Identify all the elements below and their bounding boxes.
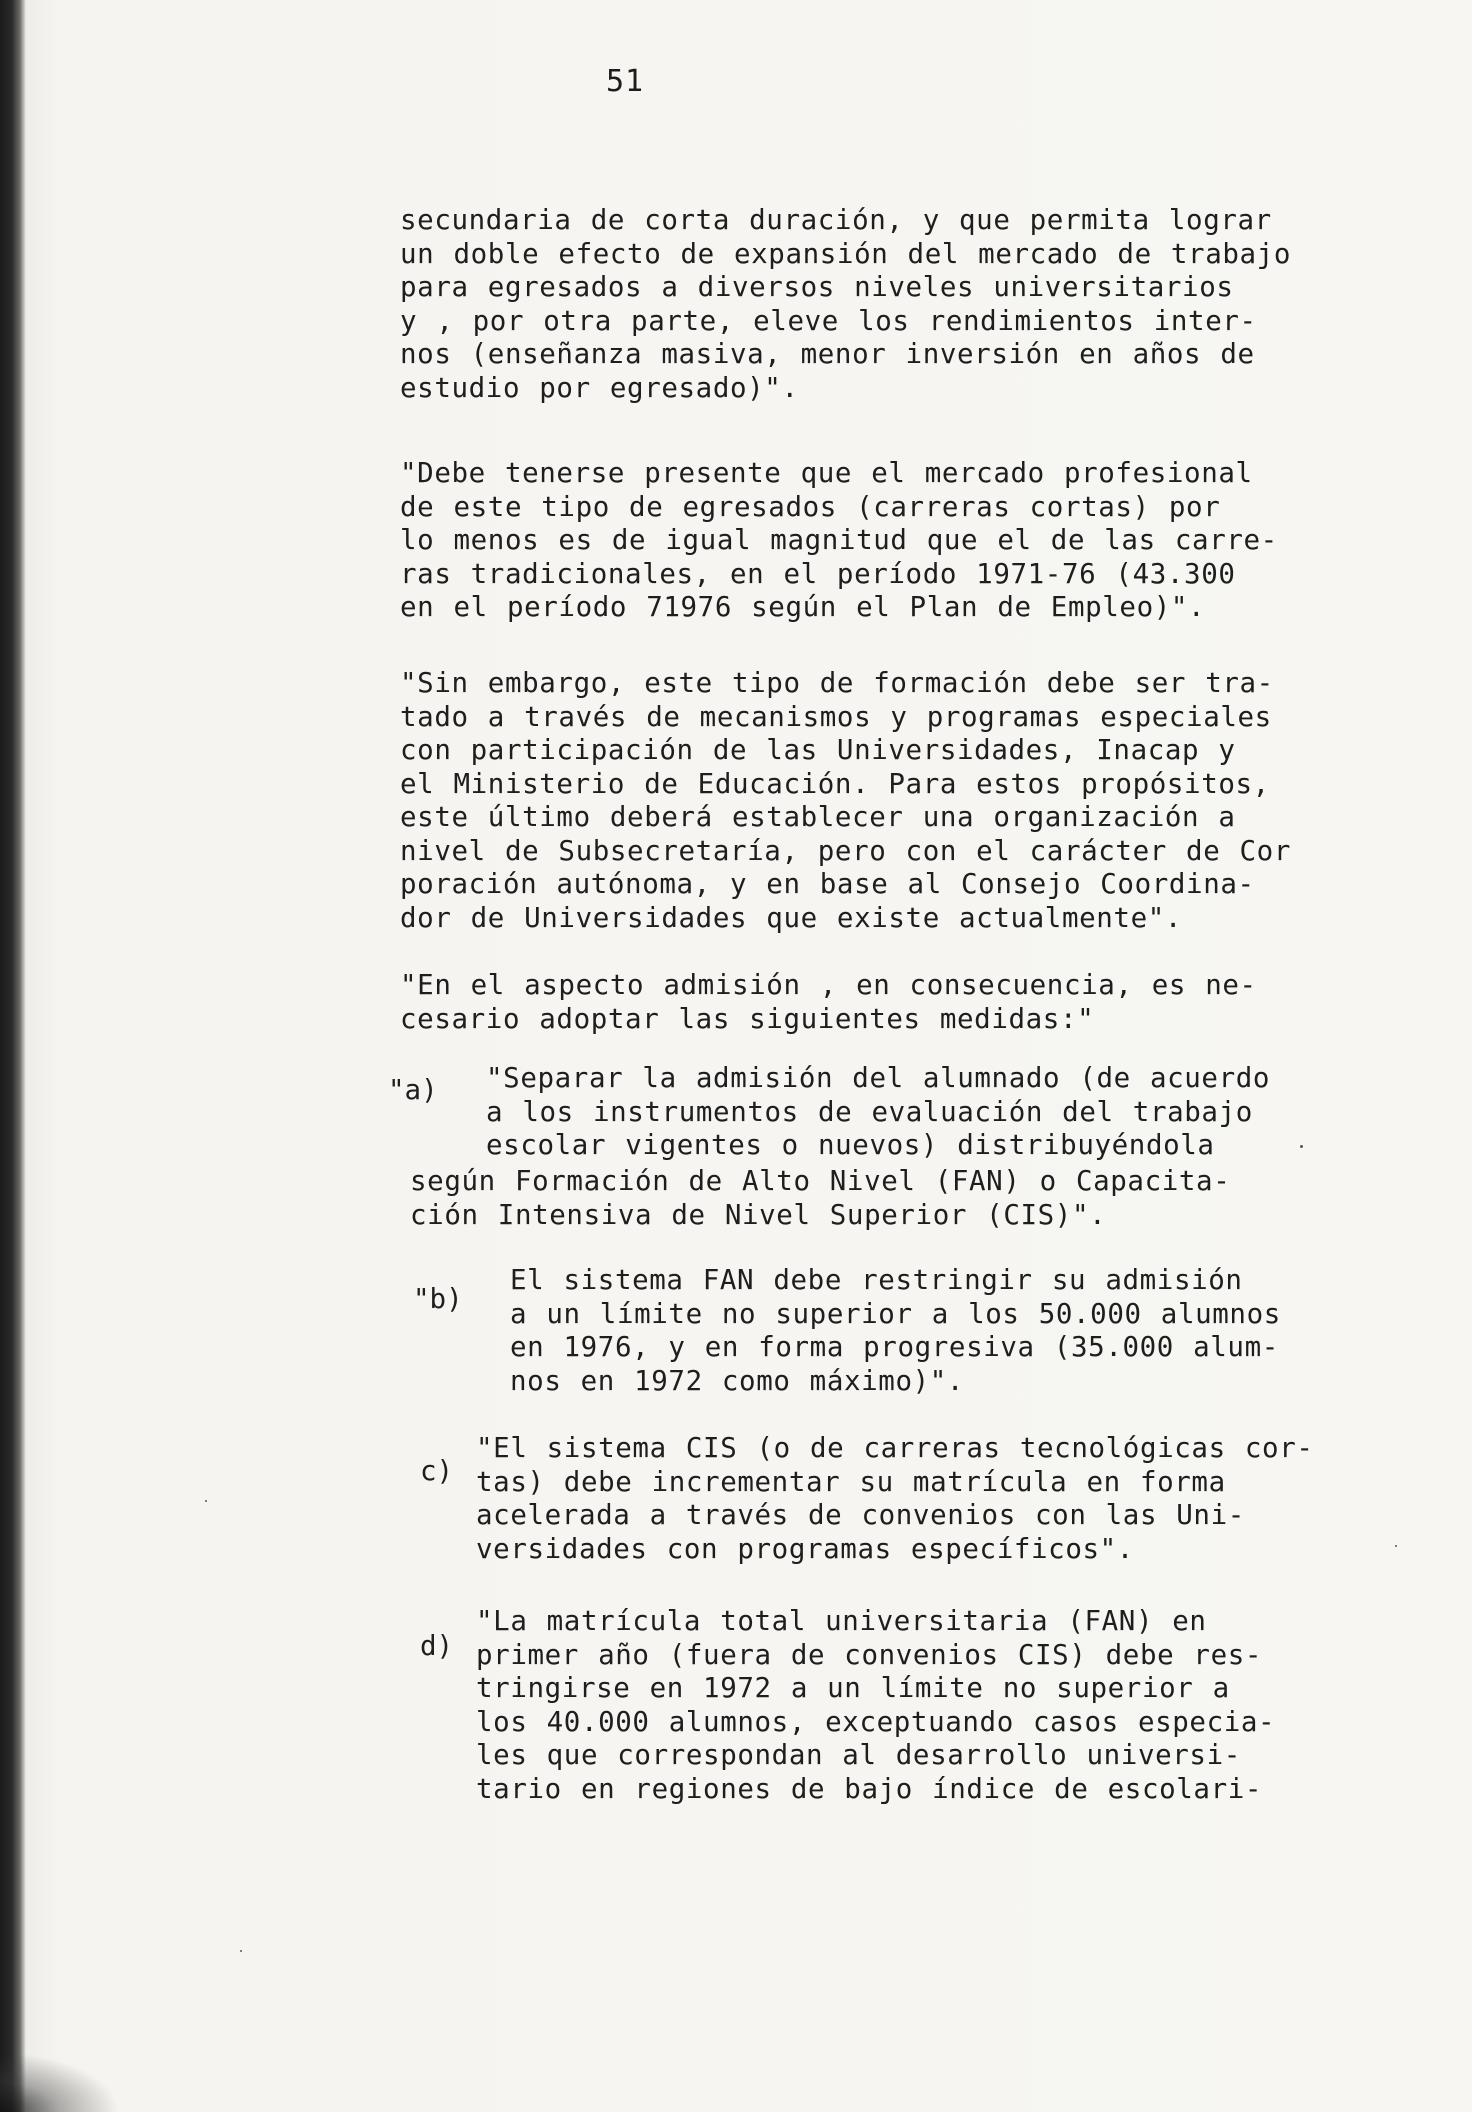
paragraph-4: "En el aspecto admisión , en consecuencia, es ne- cesario adoptar las siguientes medidas:"	[400, 969, 1257, 1035]
speck	[240, 1950, 242, 1952]
speck	[205, 1500, 207, 1502]
item-d-text: "La matrícula total universitaria (FAN) en primer año (fuera de convenios CIS) debe res- tringirse en 1972 a un límite no superior a los 40.000 alumnos, exceptuando casos especia- les que correspondan al desarrollo universi- tario en regiones de bajo índice de escolari-	[476, 1605, 1276, 1805]
item-d-label: d)	[420, 1630, 454, 1662]
page-number: 51	[606, 64, 645, 99]
item-c-text: "El sistema CIS (o de carreras tecnológicas cor- tas) debe incrementar su matrícula en forma acelerada a través de convenios con las Uni- versidades con programas específicos".	[476, 1432, 1314, 1565]
item-a-text: "Separar la admisión del alumnado (de acuerdo a los instrumentos de evaluación del trabajo escolar vigentes o nuevos) distribuyéndola	[486, 1062, 1271, 1161]
item-b-text: El sistema FAN debe restringir su admisión a un límite no superior a los 50.000 alumnos en 1976, y en forma progresiva (35.000 alum- nos en 1972 como máximo)".	[510, 1264, 1281, 1397]
speck	[1395, 1545, 1397, 1547]
item-a-continuation: según Formación de Alto Nivel (FAN) o Capacita- ción Intensiva de Nivel Superior (CIS)".	[410, 1165, 1231, 1231]
speck	[1300, 1145, 1303, 1148]
paragraph-2: "Debe tenerse presente que el mercado profesional de este tipo de egresados (carreras cortas) por lo menos es de igual magnitud que el de las carre- ras tradicionales, en el período 1971-76 (43.300 en el período 71976 según el Plan de Empleo)".	[400, 457, 1278, 623]
item-b-label: "b)	[413, 1283, 463, 1315]
paragraph-3: "Sin embargo, este tipo de formación debe ser tra- tado a través de mecanismos y programas especiales con participación de las Universidades, Inacap y el Ministerio de Educación. Para estos propósitos, este último deberá establecer una organización a nivel de Subsecretaría, pero con el carácter de Cor poración autónoma, y en base al Consejo Coordina- dor de Universidades que existe actualmente".	[400, 667, 1291, 934]
page-binding-shadow	[0, 0, 26, 2112]
corner-shadow	[0, 2052, 120, 2112]
item-a-label: "a)	[388, 1074, 438, 1106]
paragraph-1: secundaria de corta duración, y que permita lograr un doble efecto de expansión del mercado de trabajo para egresados a diversos niveles universitarios y , por otra parte, eleve los rendimientos inter- nos (enseñanza masiva, menor inversión en años de estudio por egresado)".	[400, 204, 1291, 404]
item-c-label: c)	[420, 1455, 454, 1487]
